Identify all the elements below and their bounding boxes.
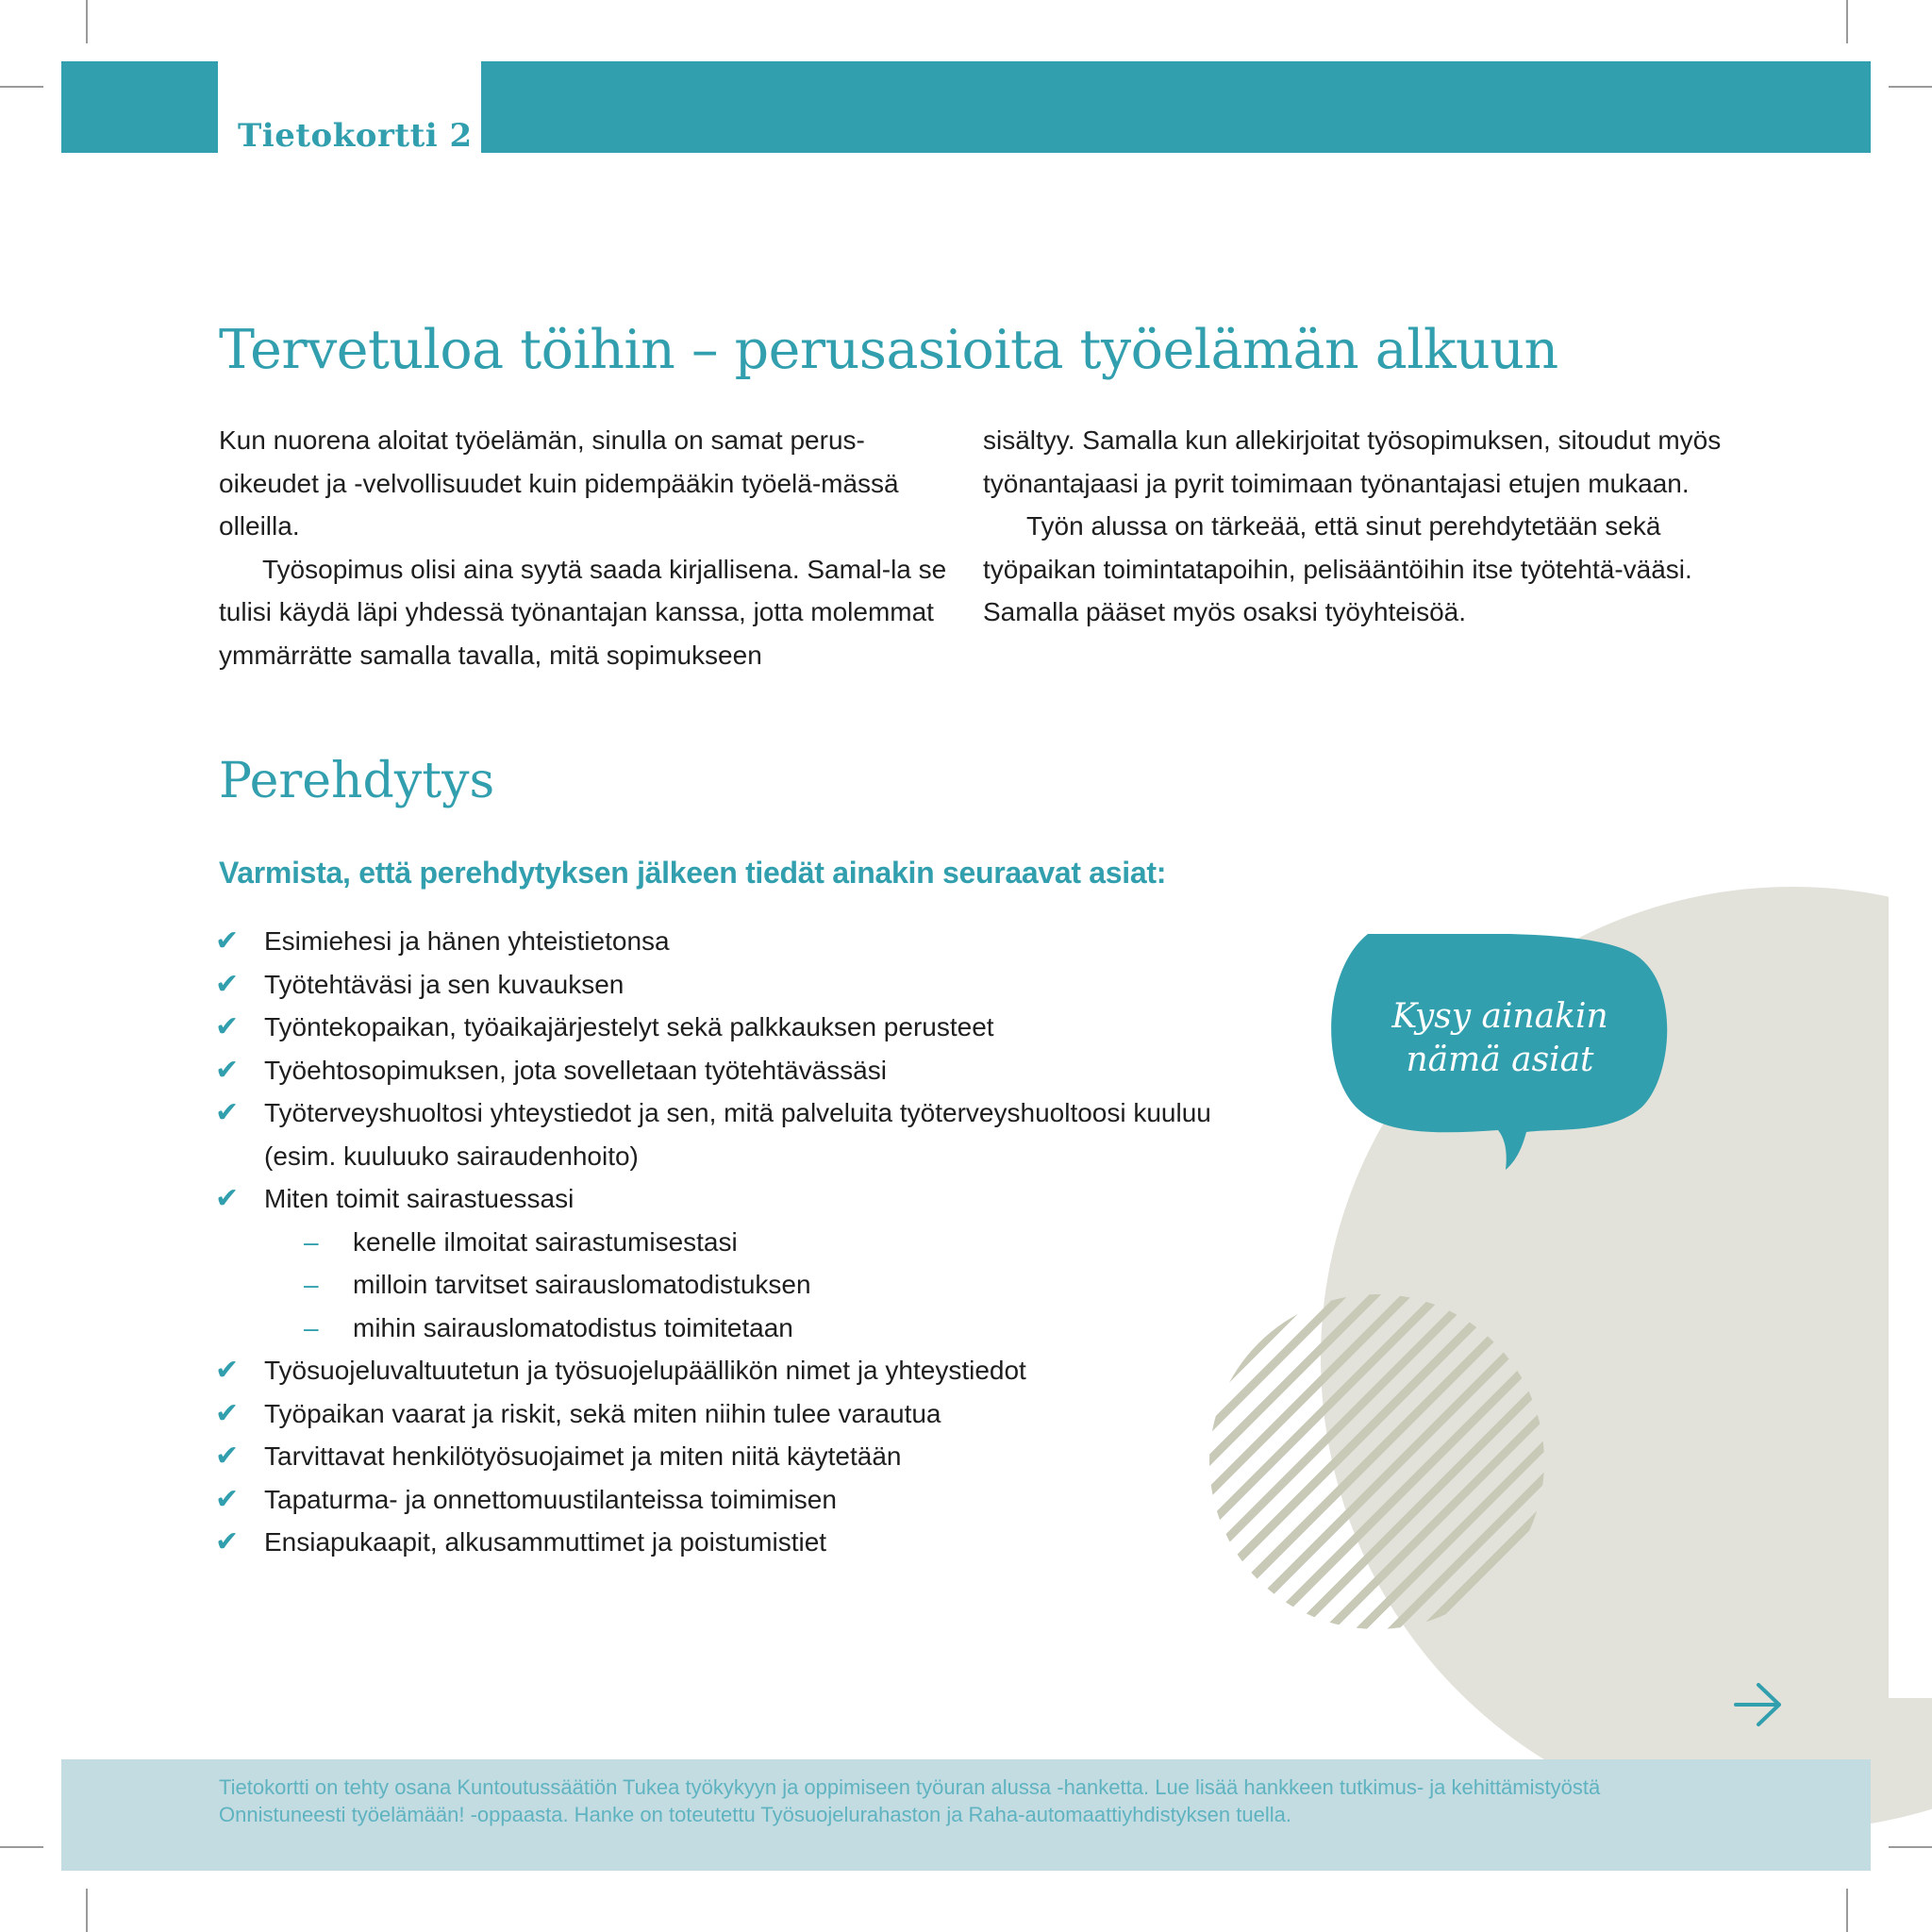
header-bar-right: [481, 61, 1871, 153]
check-icon: ✔: [215, 924, 240, 958]
section-title: Perehdytys: [219, 753, 495, 809]
list-item-text: Työpaikan vaarat ja riskit, sekä miten niihin tulee varautua: [264, 1398, 941, 1428]
crop-mark: [0, 1846, 43, 1848]
list-item-text: Miten toimit sairastuessasi: [264, 1184, 575, 1213]
list-item-text: Tarvittavat henkilötyösuojaimet ja miten niitä käytetään: [264, 1441, 902, 1471]
list-item-text: Esimiehesi ja hänen yhteistietonsa: [264, 926, 670, 956]
crop-mark: [1889, 86, 1932, 88]
list-item: [215, 920, 1253, 963]
check-icon: ✔: [215, 1010, 240, 1043]
check-icon: ✔: [215, 1440, 240, 1473]
list-item: [215, 1177, 1253, 1349]
list-item-text: Työsuojeluvaltuutetun ja työsuojelupäällikön nimet ja yhteystiedot: [264, 1356, 1026, 1385]
paragraph: Työsopimus olisi aina syytä saada kirjallisena. Samal-la se tulisi käydä läpi yhdessä työnantajan kanssa, jotta molemmat ymmärrätte samalla tavalla, mitä sopimukseen: [219, 554, 947, 670]
list-item: [215, 1435, 1253, 1478]
crop-mark: [86, 0, 88, 43]
crop-mark: [1846, 0, 1848, 43]
check-icon: ✔: [215, 1396, 240, 1430]
list-item-text: Tapaturma- ja onnettomuustilanteissa toimimisen: [264, 1484, 837, 1514]
hatched-circle: [1209, 1294, 1544, 1629]
dash-icon: –: [304, 1312, 319, 1342]
footer-line: Onnistuneesti työelämään! -oppaasta. Hanke on toteutettu Työsuojelurahaston ja Raha-automaattiyhdistyksen tuella.: [219, 1803, 1291, 1826]
check-icon: ✔: [215, 1354, 240, 1387]
list-item-text: Työntekopaikan, työaikajärjestelyt sekä palkkauksen perusteet: [264, 1012, 994, 1041]
list-item-text: Työehtosopimuksen, jota sovelletaan työtehtävässäsi: [264, 1055, 887, 1085]
sublist-item-text: mihin sairauslomatodistus toimitetaan: [353, 1312, 793, 1342]
paragraph: Työn alussa on tärkeää, että sinut perehdytetään sekä työpaikan toimintatapoihin, pelisääntöihin itse työtehtä-vääsi. Samalla pääset myös osaksi työyhteisöä.: [983, 511, 1692, 626]
dash-icon: –: [304, 1270, 319, 1299]
list-item-text: Työtehtäväsi ja sen kuvauksen: [264, 969, 625, 999]
list-item: [215, 1392, 1253, 1436]
crop-mark: [0, 86, 43, 88]
intro-column-left: [219, 419, 964, 676]
paragraph: Kun nuorena aloitat työelämän, sinulla on samat perus-oikeudet ja -velvollisuudet kuin pidempääkin työelä-mässä olleilla.: [219, 425, 899, 541]
dash-icon: –: [304, 1226, 319, 1257]
crop-mark: [1889, 1846, 1932, 1848]
check-icon: ✔: [215, 1525, 240, 1558]
card-label: Tietokortti 2: [238, 117, 473, 155]
list-item: [215, 1006, 1253, 1049]
sublist-item: [264, 1221, 1253, 1264]
crop-mark: [1846, 1889, 1848, 1932]
list-item: [215, 1091, 1226, 1177]
paragraph: sisältyy. Samalla kun allekirjoitat työsopimuksen, sitoudut myös työnantajaasi ja pyrit toimimaan työnantajasi etujen mukaan.: [983, 425, 1722, 498]
list-item: [215, 1521, 1253, 1564]
list-item: [215, 1478, 1253, 1522]
section-subheading: Varmista, että perehdytyksen jälkeen tiedät ainakin seuraavat asiat:: [219, 856, 1167, 890]
sublist: [264, 1221, 1253, 1350]
list-item-text: Työterveyshuoltosi yhteystiedot ja sen, mitä palveluita työterveyshuoltoosi kuuluu (esim. kuuluuko sairaudenhoito): [264, 1098, 1211, 1171]
check-icon: ✔: [215, 1182, 240, 1215]
list-item-text: Ensiapukaapit, alkusammuttimet ja poistumistiet: [264, 1527, 827, 1557]
sublist-item: [264, 1307, 1253, 1350]
list-item: [215, 1049, 1253, 1092]
bubble-line: nämä asiat: [1406, 1041, 1594, 1079]
check-icon: ✔: [215, 1053, 240, 1087]
check-icon: ✔: [215, 1482, 240, 1516]
page-edge: [1889, 849, 1932, 1698]
list-item: [215, 963, 1253, 1007]
crop-mark: [86, 1889, 88, 1932]
bubble-text: [1358, 995, 1641, 1082]
check-icon: ✔: [215, 1096, 240, 1129]
checklist: [215, 920, 1253, 1564]
page-title: Tervetuloa töihin – perusasioita työelämän alkuun: [219, 319, 1558, 381]
footer-text: [219, 1774, 1823, 1828]
intro-column-right: [983, 419, 1738, 634]
list-item: [215, 1349, 1253, 1392]
sublist-item-text: milloin tarvitset sairauslomatodistuksen: [353, 1270, 811, 1299]
header-bar-left: [61, 61, 218, 153]
arrow-right-icon[interactable]: [1732, 1681, 1785, 1728]
sublist-item-text: kenelle ilmoitat sairastumisestasi: [353, 1226, 738, 1257]
bubble-line: Kysy ainakin: [1391, 997, 1608, 1036]
footer-line: Tietokortti on tehty osana Kuntoutussäätiön Tukea työkykyyn ja oppimiseen työuran alussa -hanketta. Lue lisää hankkeen tutkimus- ja kehittämistyöstä: [219, 1775, 1601, 1799]
check-icon: ✔: [215, 967, 240, 1001]
sublist-item: [264, 1263, 1253, 1307]
